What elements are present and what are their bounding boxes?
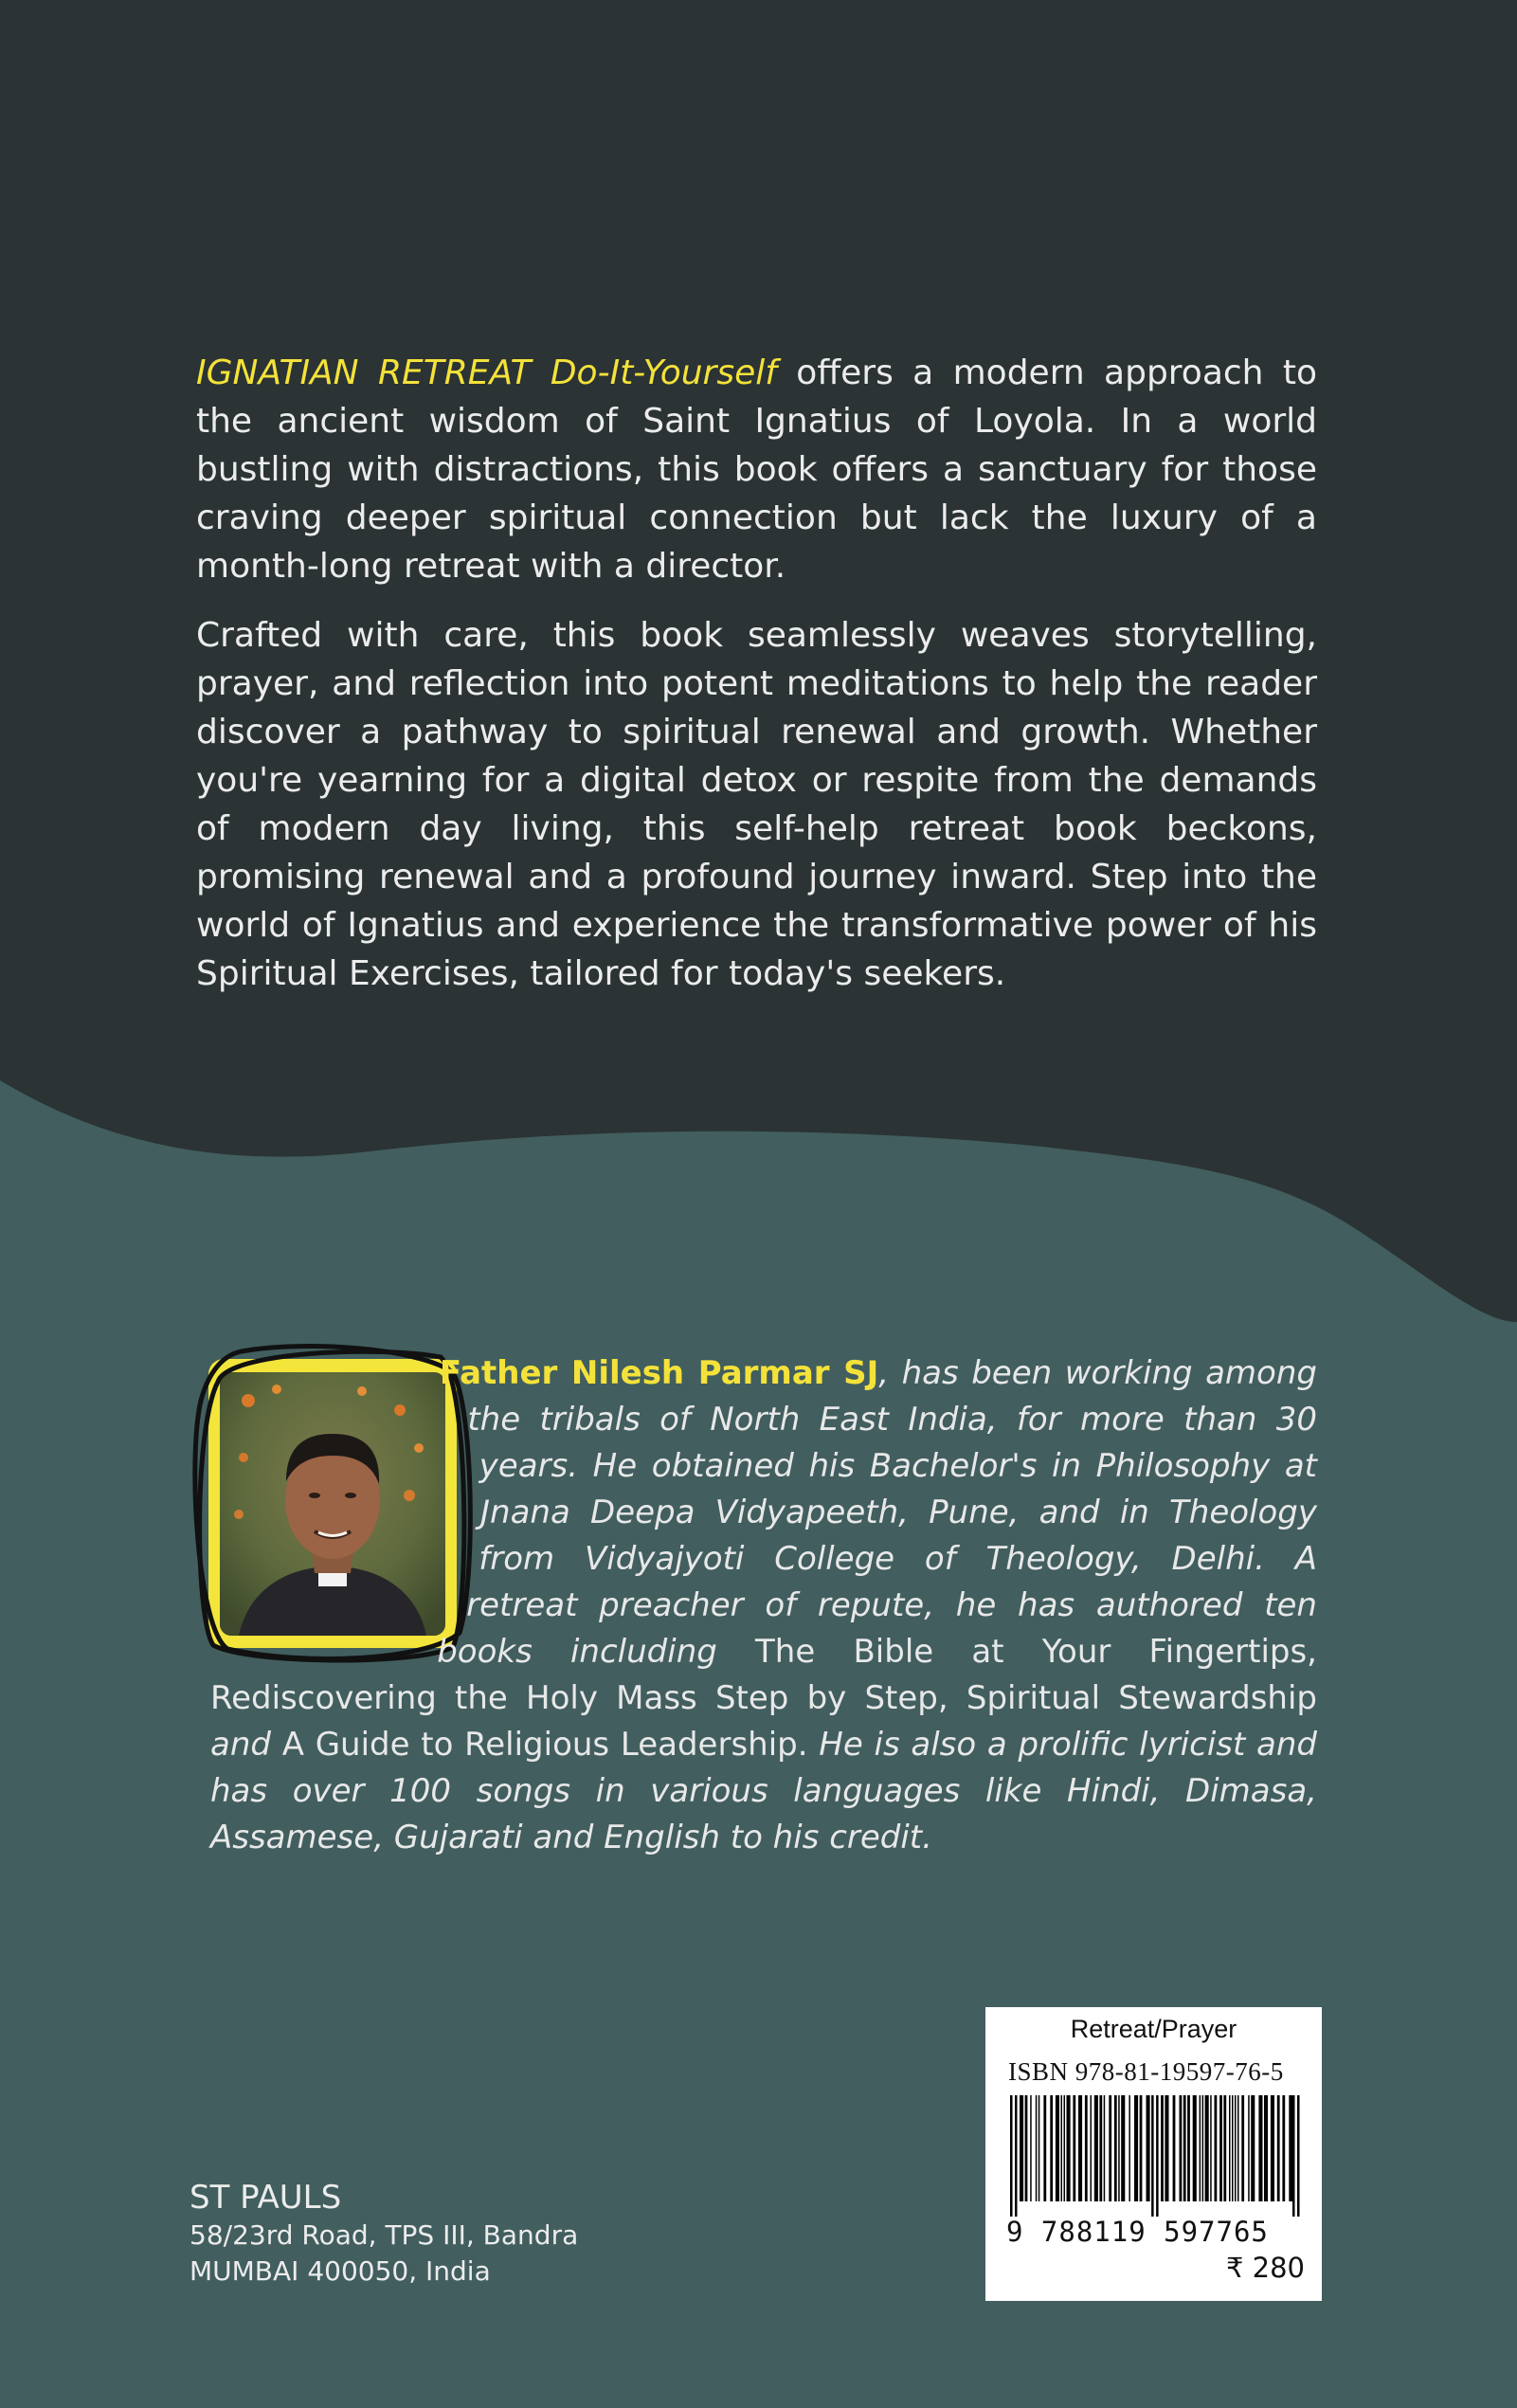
blurb-paragraph-2: Crafted with care, this book seamlessly weaves storytelling, prayer, and reflection into potent meditations to help the reader discover a pathway to spiritual renewal and growth. Whether you're yearning for a digital detox or respite from the demands of modern day living, this self-help retreat book beckons, promising renewal and a profound journey inward. Step into the world of Ignatius and experience the transformative power of his Spiritual Exercises, tailored for today's seekers.: [196, 616, 1317, 993]
isbn-number: ISBN 978-81-19597-76-5: [1008, 2057, 1284, 2086]
author-bio-and: and: [210, 1726, 282, 1764]
blurb-paragraph-1-text: offers a modern approach to the ancient wisdom of Saint Ignatius of Loyola. In a world bustling with distractions, this book offers a sanctuary for those craving deeper spiritual connection but lack the luxury of a month-long retreat with a director.: [196, 353, 1318, 586]
photo-wrap-spacer: [210, 1350, 495, 1673]
book-title-inline: IGNATIAN RETREAT Do-It-Yourself: [196, 353, 777, 392]
barcode-digits: 9 788119 597765: [1006, 2216, 1269, 2248]
book-price: ₹ 280: [1225, 2252, 1305, 2284]
barcode-box: [985, 2007, 1322, 2301]
book-category: Retreat/Prayer: [1070, 2015, 1237, 2043]
publisher-info: [190, 2178, 578, 2290]
author-books-1: The Bible at Your Fingertips, Rediscovering the Holy Mass Step by Step, Spiritual Stewardship: [210, 1633, 1317, 1717]
author-books-2: A Guide to Religious Leadership.: [281, 1726, 808, 1764]
barcode-bars: [1008, 2095, 1302, 2217]
publisher-name: ST PAULS: [190, 2179, 342, 2217]
author-bio-text-1: , has been working among the tribals of North East India, for more than 30 years. He obtained his Bachelor's in Philosophy at Jnana Deepa Vidyapeeth, Pune, and in Theology from Vidyajyoti College of Theology, Delhi. A retreat preacher of repute, he has authored ten books including: [437, 1354, 1317, 1671]
author-name: Father Nilesh Parmar SJ: [439, 1354, 879, 1392]
publisher-address-line-2: MUMBAI 400050, India: [190, 2255, 491, 2287]
book-blurb: [196, 349, 1317, 1019]
blurb-paragraph-1: [196, 349, 1317, 590]
author-bio-text-2: He is also a prolific lyricist and has over 100 songs in various languages like Hindi, Dimasa, Assamese, Gujarati and English to his credit.: [210, 1726, 1318, 1856]
author-bio: [210, 1350, 1317, 1861]
publisher-address-line-1: 58/23rd Road, TPS III, Bandra: [190, 2219, 579, 2251]
